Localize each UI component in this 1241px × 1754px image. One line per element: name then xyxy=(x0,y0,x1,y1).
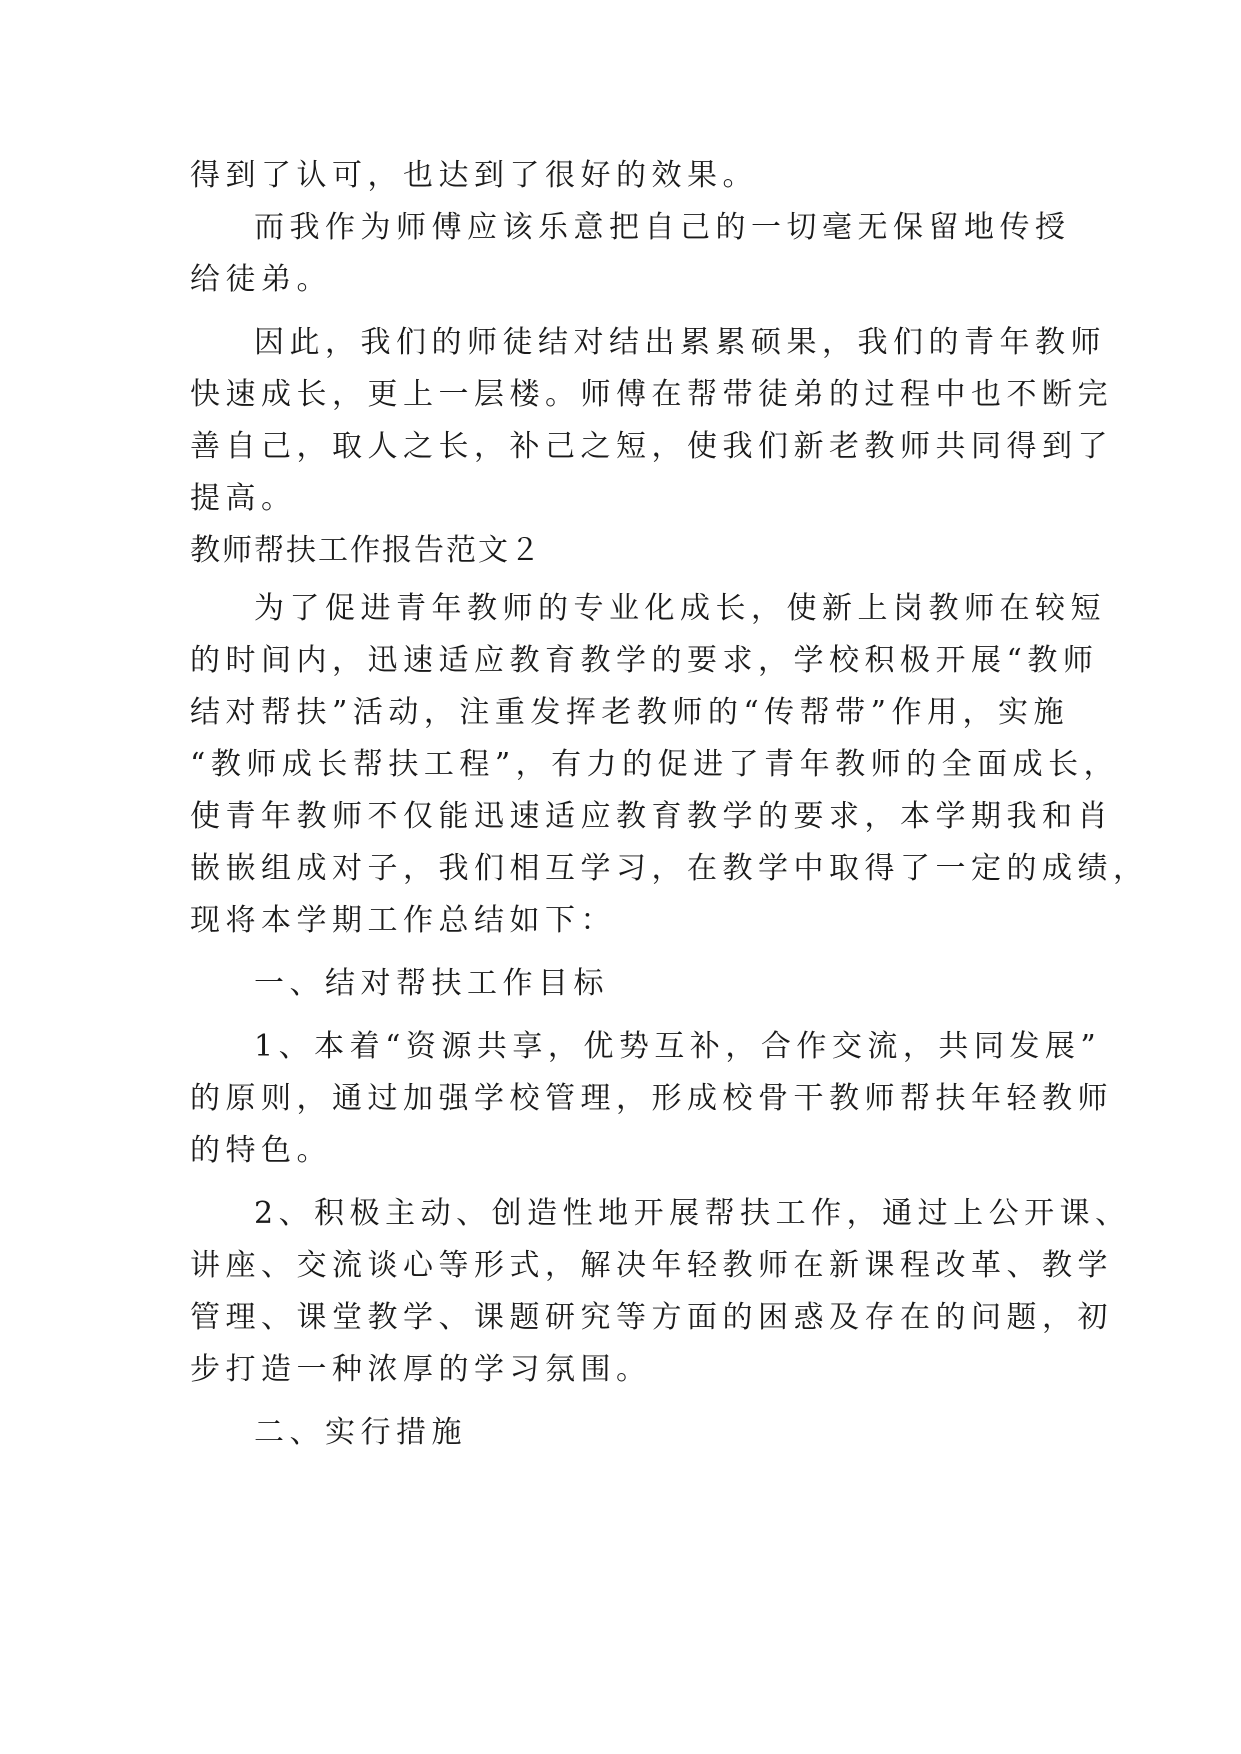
text-line: 而我作为师傅应该乐意把自己的一切毫无保留地传授 xyxy=(254,210,1071,245)
text-line: 1、本着“资源共享，优势互补，合作交流，共同发展” xyxy=(254,1029,1102,1064)
text-line: 得到了认可，也达到了很好的效果。 xyxy=(190,158,758,193)
text-line: 2、积极主动、创造性地开展帮扶工作，通过上公开课、 xyxy=(254,1196,1131,1231)
text-line: 讲座、交流谈心等形式，解决年轻教师在新课程改革、教学 xyxy=(190,1248,1113,1283)
text-line: 善自己，取人之长，补己之短，使我们新老教师共同得到了 xyxy=(190,429,1113,464)
subheading: 二、实行措施 xyxy=(254,1415,467,1450)
text-line: 现将本学期工作总结如下： xyxy=(190,903,616,938)
text-line: 管理、课堂教学、课题研究等方面的困惑及存在的问题，初 xyxy=(190,1300,1113,1335)
text-line: 结对帮扶”活动，注重发挥老教师的“传帮带”作用，实施 xyxy=(190,695,1070,730)
text-line: 快速成长，更上一层楼。师傅在帮带徒弟的过程中也不断完 xyxy=(190,377,1113,412)
subheading: 一、结对帮扶工作目标 xyxy=(254,966,609,1001)
text-line: 因此，我们的师徒结对结出累累硕果，我们的青年教师 xyxy=(254,325,1106,360)
text-line: 使青年教师不仅能迅速适应教育教学的要求，本学期我和肖 xyxy=(190,799,1113,834)
section-heading: 教师帮扶工作报告范文２ xyxy=(190,533,542,568)
text-line: 给徒弟。 xyxy=(190,262,332,297)
text-line: 的特色。 xyxy=(190,1133,332,1168)
text-line: 的原则，通过加强学校管理，形成校骨干教师帮扶年轻教师 xyxy=(190,1081,1113,1116)
text-line: 步打造一种浓厚的学习氛围。 xyxy=(190,1352,652,1387)
text-line: 的时间内，迅速适应教育教学的要求，学校积极开展“教师 xyxy=(190,643,1099,678)
text-line: 为了促进青年教师的专业化成长，使新上岗教师在较短 xyxy=(254,591,1106,626)
text-line: “教师成长帮扶工程”，有力的促进了青年教师的全面成长， xyxy=(190,747,1120,782)
text-line: 嵌嵌组成对子，我们相互学习，在教学中取得了一定的成绩， xyxy=(190,851,1149,886)
text-line: 提高。 xyxy=(190,481,297,516)
